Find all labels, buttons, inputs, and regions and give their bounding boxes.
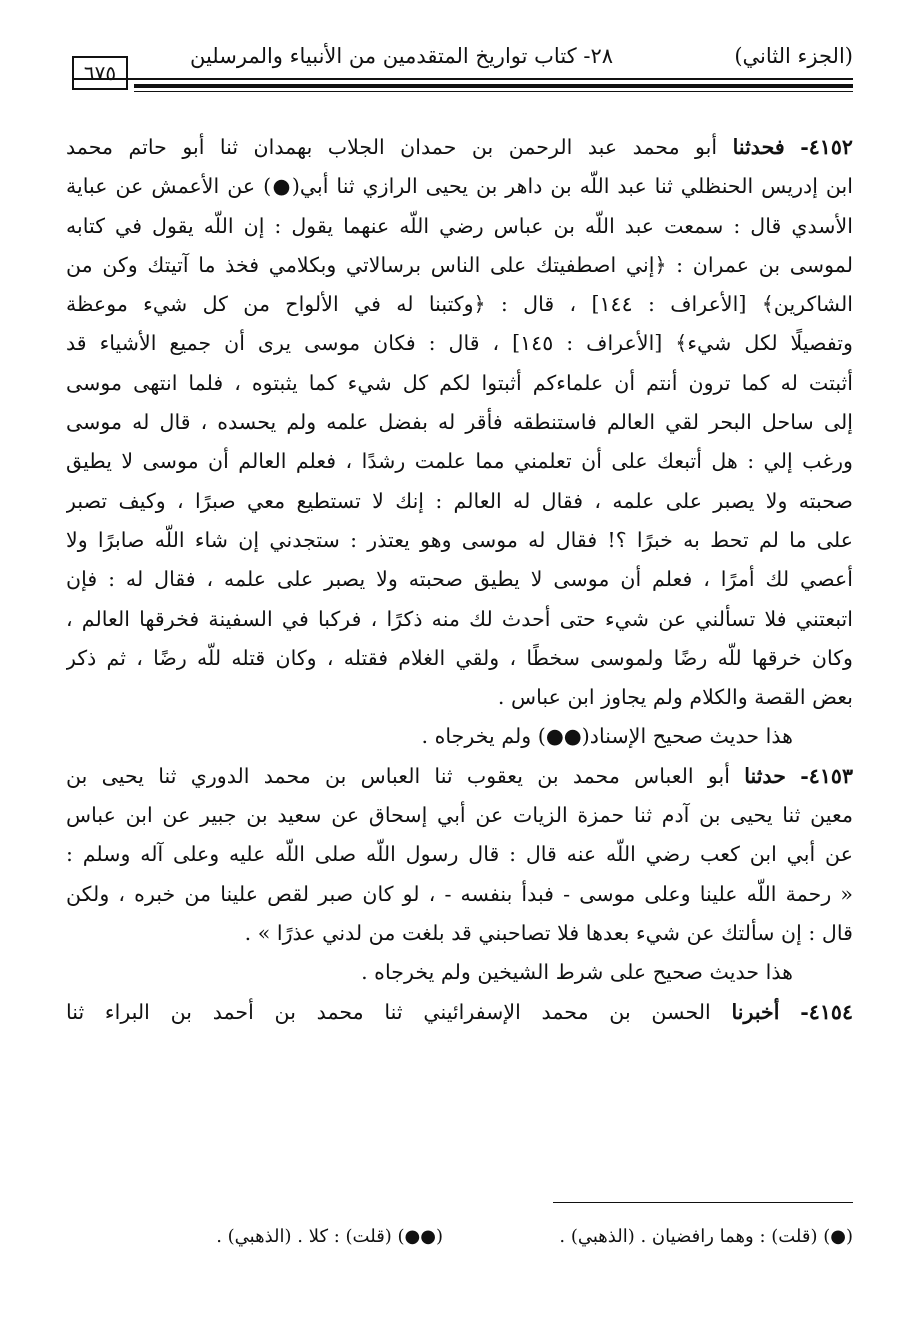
text-line: أثبتت له كما ترون أنتم أن علماءكم أثبتوا لكم كل شيء كما يثبتوه ، فلما انتهى موسى [66,370,853,395]
text-line: لموسى بن عمران : ﴿إني اصطفيتك على الناس برسالاتي وبكلامي فخذ ما آتيتك وكن من [66,252,853,277]
hadith-grading: هذا حديث صحيح الإسناد(●●) ولم يخرجاه . [421,724,793,749]
text-line: وتفصيلًا لكل شيء﴾ [الأعراف : ١٤٥] ، قال : فكان موسى يرى أن جميع الأشياء قد [66,331,853,356]
text-line: أعصي لك أمرًا ، فعلم أن موسى لا يطيق صحبته ولا يصبر على علمه ، فقال له : فإن [66,567,853,592]
volume-label: (الجزء الثاني) [734,44,853,68]
text-line: الشاكرين﴾ [الأعراف : ١٤٤] ، قال : ﴿وكتبنا له في الألواح من كل شيء موعظة [66,292,853,317]
hadith-lead-word: أخبرنا [731,999,780,1024]
hadith-4152-line [66,128,853,167]
hadith-number: ٤١٥٣- [800,763,853,788]
page-number: ٦٧٥ [72,56,128,90]
text-span: الحسن بن محمد الإسفرائيني ثنا محمد بن أحمد بن البراء ثنا [66,999,711,1024]
text-line: صحبته ولا يصبر على علمه ، فقال له العالم : إنك لا تستطيع معي صبرًا ، وكيف تصبر [66,488,853,513]
header-rule [72,78,853,80]
text-line: بعض القصة والكلام ولم يجاوز ابن عباس . [497,685,853,710]
page-header [72,34,853,100]
text-line: قال : إن سألتك عن شيء بعدها فلا تصاحبني قد بلغت من لدني عذرًا » . [244,920,853,945]
hadith-4154-line [66,993,853,1032]
footnote-1: (●) (قلت) : وهما رافضيان . (الذهبي) . [559,1226,853,1247]
text-span: أبو العباس محمد بن يعقوب ثنا العباس بن محمد الدوري ثنا يحيى بن [66,763,730,788]
hadith-number: ٤١٥٢- [800,135,853,159]
hadith-lead-word: فحدثنا [732,135,785,159]
hadith-number: ٤١٥٤- [800,999,853,1024]
text-line: عن أبي ابن كعب رضي اللّه عنه قال : قال رسول اللّه صلى اللّه عليه وعلى آله وسلم : [66,842,853,867]
hadith-lead-word: حدثنا [744,763,786,788]
footnote-rule [553,1202,853,1203]
chapter-title: ٢٨- كتاب تواريخ المتقدمين من الأنبياء والمرسلين [189,44,613,68]
footnote-2: (●●) (قلت) : كلا . (الذهبي) . [216,1226,443,1247]
text-line: وكان خرقها للّه رضًا ولموسى سخطًا ، ولقي الغلام فقتله ، وكان قتله للّه رضًا ، ثم ذكر [66,645,853,670]
text-line: اتبعتني فلا تسألني عن شيء حتى أحدث لك منه ذكرًا ، فركبا في السفينة فخرقها العالم ، [66,606,853,631]
main-text [66,128,853,1032]
header-rule-thick [134,84,853,88]
text-line: « رحمة اللّه علينا وعلى موسى - فبدأ بنفسه - ، لو كان صبر لقص علينا من خبره ، ولكن [66,881,853,906]
text-span: أبو محمد عبد الرحمن بن حمدان الجلاب بهمدان ثنا أبو حاتم محمد [66,135,718,159]
text-line: إلى ساحل البحر لقي العالم فاستنطقه فأقر له بفضل علمه ولم يحسده ، قال له موسى [66,410,853,435]
hadith-4153-line [66,757,853,796]
hadith-grading: هذا حديث صحيح على شرط الشيخين ولم يخرجاه . [361,960,793,985]
text-line: ورغب إلي : هل أتبعك على أن تعلمني مما علمت رشدًا ، فعلم العالم أن موسى لا يطيق [66,449,853,474]
text-line: الأسدي قال : سمعت عبد اللّه بن عباس رضي اللّه عنهما يقول : إن اللّه يقول في كتابه [66,213,853,238]
text-line: على ما لم تحط به خبرًا ؟! فقال له موسى وهو يعتذر : ستجدني إن شاء اللّه صابرًا ولا [66,527,853,552]
text-line: معين ثنا يحيى بن آدم ثنا حمزة الزيات عن أبي إسحاق عن سعيد بن جبير عن ابن عباس [66,803,853,828]
text-line: ابن إدريس الحنظلي ثنا عبد اللّه بن داهر بن يحيى الرازي ثنا أبي(●) عن الأعمش عن عباية [66,174,853,199]
header-rule-thin [134,91,853,92]
